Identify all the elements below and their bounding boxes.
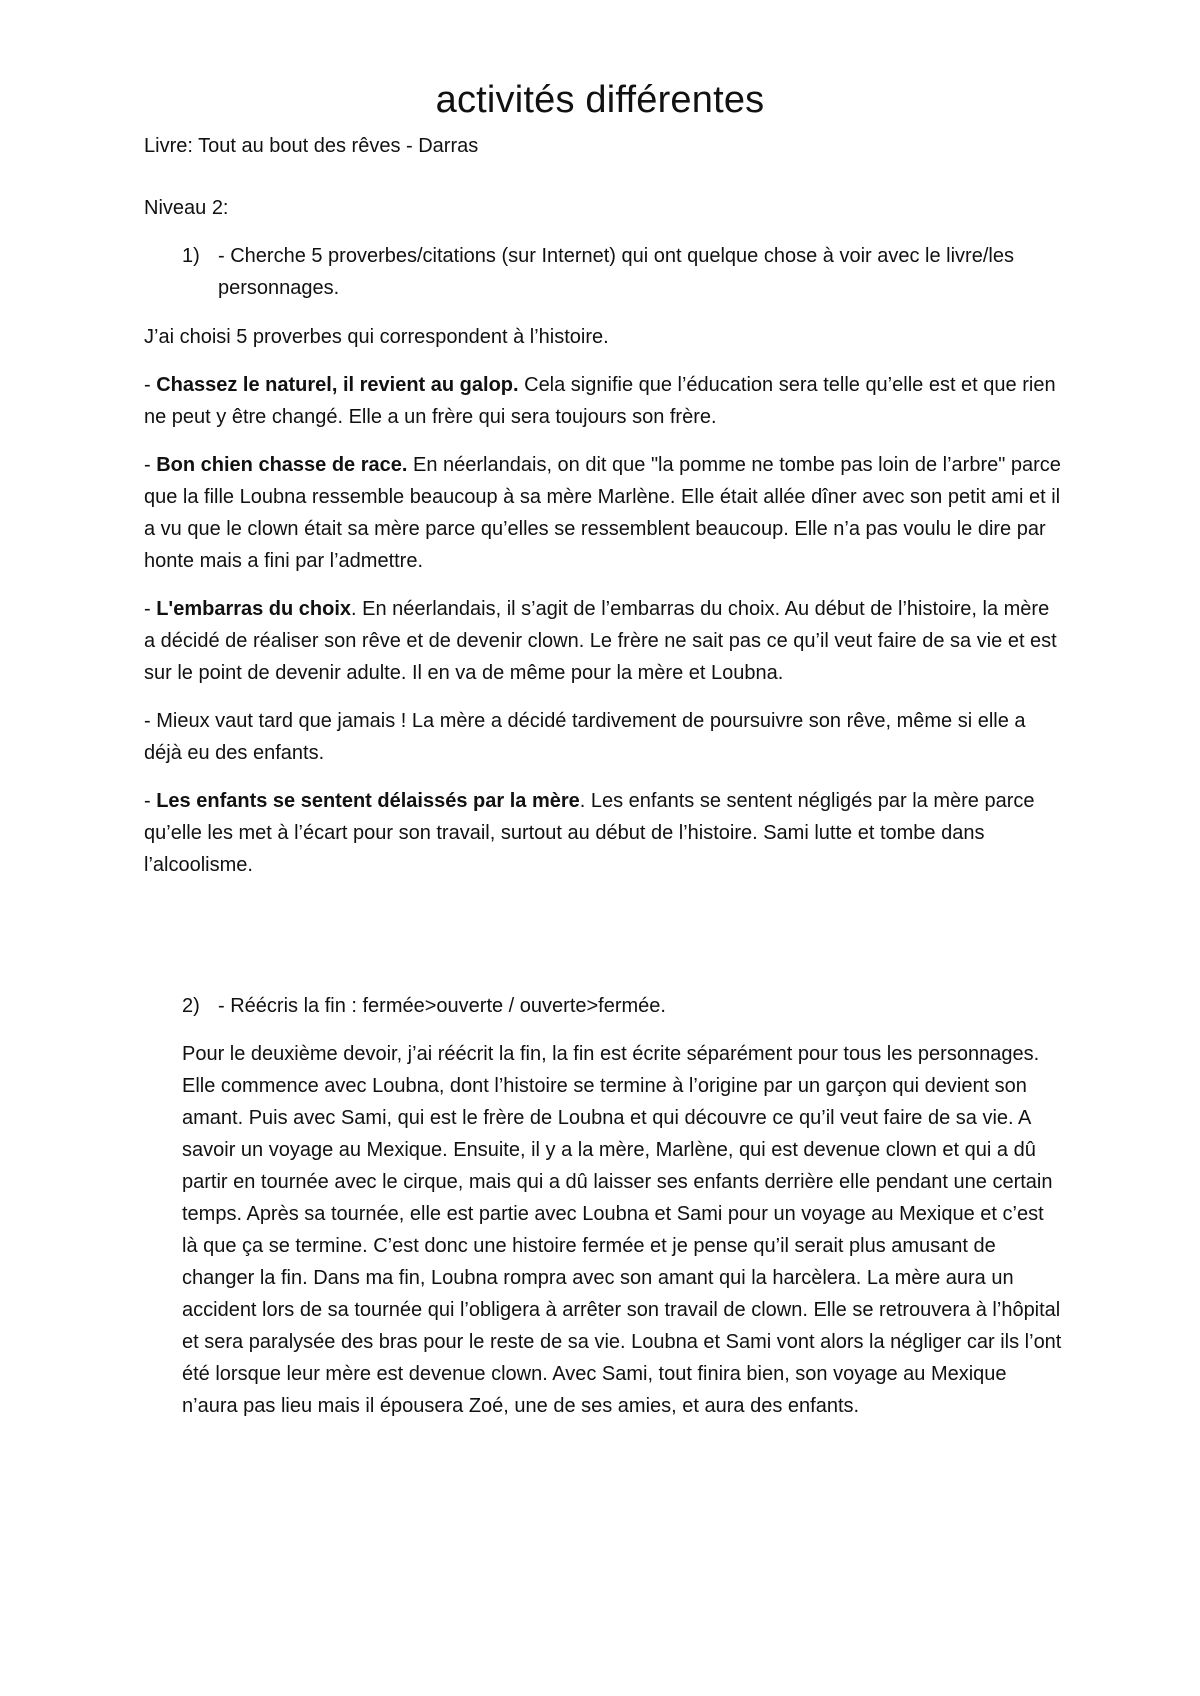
document-title: activités différentes xyxy=(435,79,765,121)
proverb-4-prefix: - xyxy=(144,710,157,732)
proverb-5 xyxy=(144,785,1064,881)
level-line: Niveau 2: xyxy=(144,197,229,219)
proverb-1-prefix: - xyxy=(144,374,157,396)
proverb-5-title: Les enfants se sentent délaissés par la mère xyxy=(156,790,580,812)
proverb-2-prefix: - xyxy=(144,454,157,476)
proverb-2 xyxy=(144,449,1064,577)
proverb-4-text: Mieux vaut tard que jamais ! La mère a décidé tardivement de poursuivre son rêve, même si elle a déjà eu des enfants. xyxy=(144,710,1026,764)
proverb-5-prefix: - xyxy=(144,790,157,812)
proverb-3-prefix: - xyxy=(144,598,157,620)
task-2-number: 2) xyxy=(182,995,200,1017)
intro-line: J’ai choisi 5 proverbes qui correspondent à l’histoire. xyxy=(144,326,609,348)
proverb-3-title: L'embarras du choix xyxy=(156,598,352,620)
proverb-1-title: Chassez le naturel, il revient au galop. xyxy=(156,374,519,396)
book-line: Livre: Tout au bout des rêves - Darras xyxy=(144,135,479,157)
proverb-2-text: En néerlandais, on dit que "la pomme ne tombe pas loin de l’arbre" parce que la fille Loubna ressemble beaucoup à sa mère Marlène. Elle était allée dîner avec son petit ami et il a vu que le clown était sa mère parce qu’elles se ressemblent beaucoup. Elle n’a pas voulu le dire par honte mais a fini par l’admettre. xyxy=(144,454,1061,572)
proverb-1-text: Cela signifie que l’éducation sera telle qu’elle est et que rien ne peut y être changé. Elle a un frère qui sera toujours son frère. xyxy=(144,374,1056,428)
proverb-5-text: . Les enfants se sentent négligés par la mère parce qu’elle les met à l’écart pour son travail, surtout au début de l’histoire. Sami lutte et tombe dans l’alcoolisme. xyxy=(144,790,1035,876)
task-1-text: - Cherche 5 proverbes/citations (sur Internet) qui ont quelque chose à voir avec le livre/les personnages. xyxy=(218,245,1014,299)
task-1-number: 1) xyxy=(182,245,200,267)
proverb-4 xyxy=(144,705,1064,769)
proverb-2-title: Bon chien chasse de race. xyxy=(156,454,408,476)
ending-paragraph: Pour le deuxième devoir, j’ai réécrit la fin, la fin est écrite séparément pour tous les personnages. Elle commence avec Loubna, dont l’histoire se termine à l’origine par un garçon qui devient son amant. Puis avec Sami, qui est le frère de Loubna et qui découvre ce qu’il veut faire de sa vie. A savoir un voyage au Mexique. Ensuite, il y a la mère, Marlène, qui est devenue clown et qui a dû partir en tournée avec le cirque, mais qui a dû laisser ses enfants derrière elle pendant une certain temps. Après sa tournée, elle est partie avec Loubna et Sami pour un voyage au Mexique et c’est là que ça se termine. C’est donc une histoire fermée et je pense qu’il serait plus amusant de changer la fin. Dans ma fin, Loubna rompra avec son amant qui la harcèlera. La mère aura un accident lors de sa tournée qui l’obligera à arrêter son travail de clown. Elle se retrouvera à l’hôpital et sera paralysée des bras pour le reste de sa vie. Loubna et Sami vont alors la négliger car ils l’ont été lorsque leur mère est devenue clown. Avec Sami, tout finira bien, son voyage au Mexique n’aura pas lieu mais il épousera Zoé, une de ses amies, et aura des enfants. xyxy=(182,1043,1062,1417)
proverb-1 xyxy=(144,369,1064,433)
task-2-text: - Réécris la fin : fermée>ouverte / ouverte>fermée. xyxy=(218,995,666,1017)
proverb-3 xyxy=(144,593,1064,689)
proverb-3-text: . En néerlandais, il s’agit de l’embarras du choix. Au début de l’histoire, la mère a décidé de réaliser son rêve et de devenir clown. Le frère ne sait pas ce qu’il veut faire de sa vie et est sur le point de devenir adulte. Il en va de même pour la mère et Loubna. xyxy=(144,598,1057,684)
